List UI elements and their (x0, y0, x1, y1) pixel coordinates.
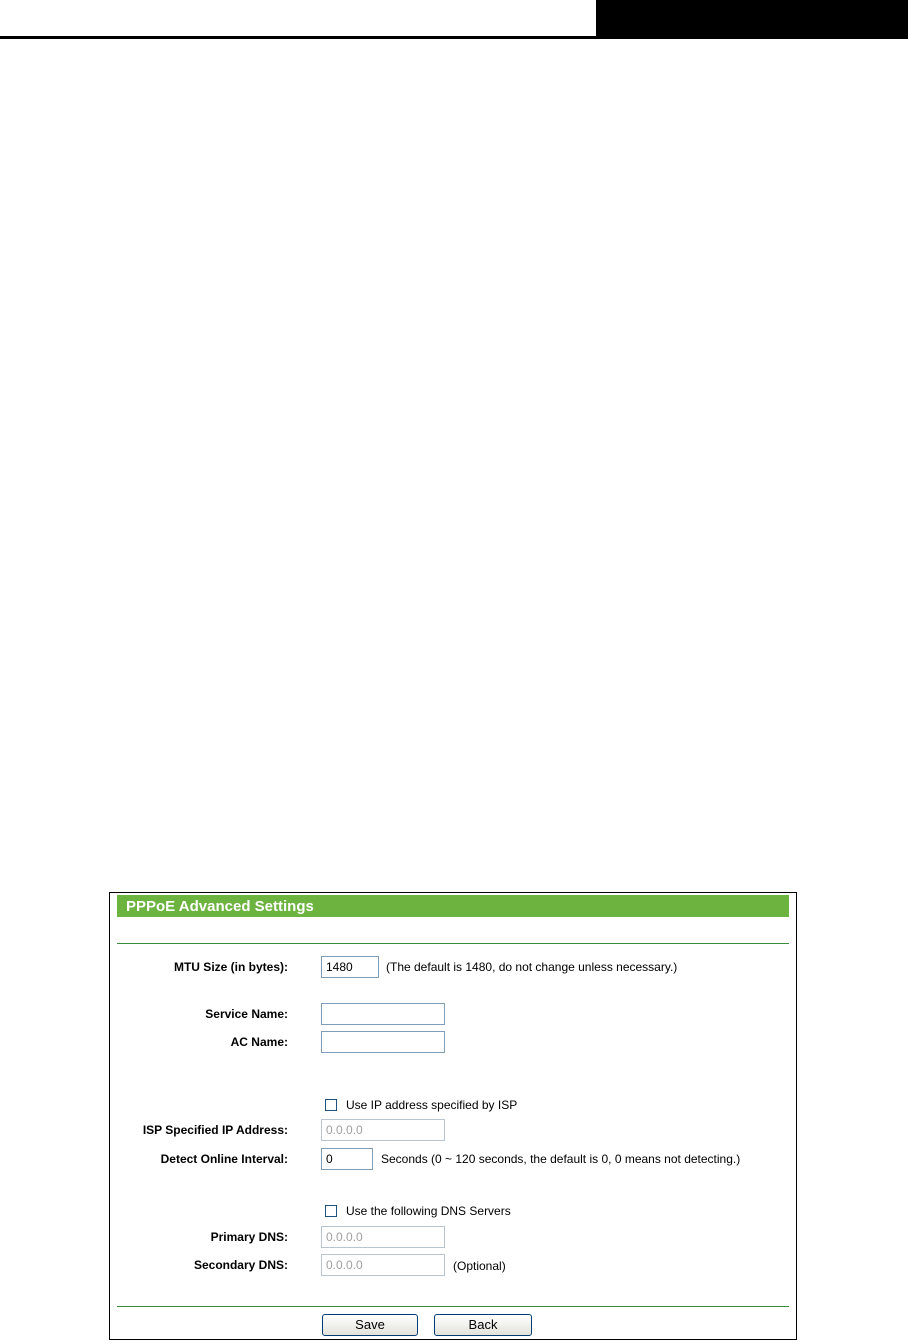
pppoe-advanced-settings-panel (109, 892, 797, 1340)
primary-dns-label: Primary DNS: (210, 1230, 288, 1244)
header-block (596, 0, 908, 38)
secondary-dns-note: (Optional) (453, 1259, 506, 1273)
mtu-note: (The default is 1480, do not change unless necessary.) (386, 960, 678, 974)
isp-ip-input[interactable]: 0.0.0.0 (321, 1119, 445, 1141)
use-isp-ip-label: Use IP address specified by ISP (346, 1098, 518, 1112)
detect-interval-note: Seconds (0 ~ 120 seconds, the default is 0, 0 means not detecting.) (381, 1152, 741, 1166)
back-button[interactable]: Back (434, 1314, 532, 1336)
secondary-dns-label: Secondary DNS: (193, 1258, 288, 1272)
detect-interval-label: Detect Online Interval: (160, 1152, 288, 1166)
panel-title: PPPoE Advanced Settings (117, 895, 789, 917)
primary-dns-input[interactable]: 0.0.0.0 (321, 1226, 445, 1248)
detect-interval-input[interactable]: 0 (321, 1148, 373, 1170)
use-dns-label: Use the following DNS Servers (346, 1204, 511, 1218)
service-name-input[interactable] (321, 1003, 445, 1025)
mtu-input[interactable]: 1480 (321, 956, 379, 978)
isp-ip-label: ISP Specified IP Address: (142, 1123, 288, 1137)
ac-name-label: AC Name: (230, 1035, 288, 1049)
bottom-divider (117, 1306, 789, 1307)
save-button[interactable]: Save (322, 1314, 418, 1336)
service-name-label: Service Name: (205, 1007, 288, 1021)
secondary-dns-input[interactable]: 0.0.0.0 (321, 1254, 445, 1276)
ac-name-input[interactable] (321, 1031, 445, 1053)
use-dns-checkbox[interactable] (325, 1205, 337, 1217)
top-divider (117, 943, 789, 944)
use-isp-ip-checkbox[interactable] (325, 1099, 337, 1111)
mtu-label: MTU Size (in bytes): (173, 960, 288, 974)
